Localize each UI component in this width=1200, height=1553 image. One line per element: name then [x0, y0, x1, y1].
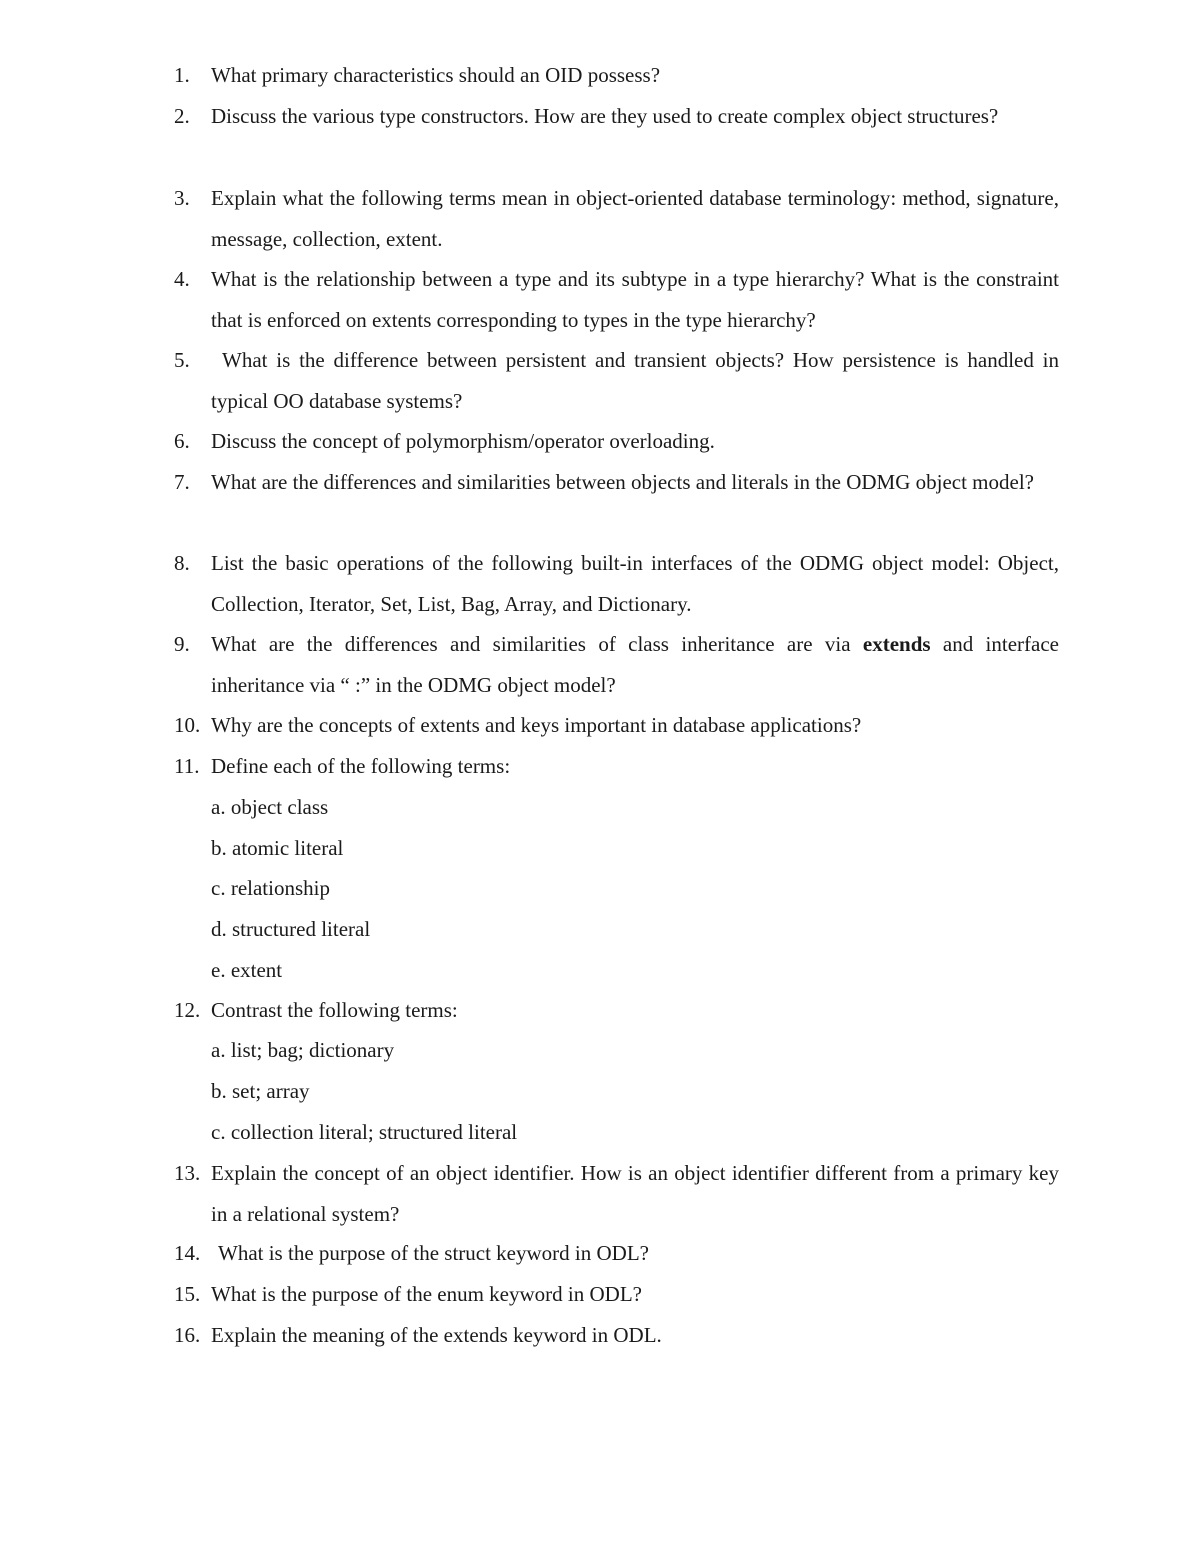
q12-item: b. set; array: [211, 1079, 310, 1103]
question-text: Explain the concept of an object identifier. How is an object identifier different from a primary key in a relational system?: [211, 1161, 1059, 1226]
question-number: 12.: [174, 998, 201, 1022]
q11-item: b. atomic literal: [211, 836, 344, 860]
question-text: What is the purpose of the enum keyword in ODL?: [211, 1282, 642, 1306]
q12-item: c. collection literal; structured literal: [211, 1120, 518, 1144]
question-16: [174, 1315, 1059, 1356]
question-number: 11.: [174, 754, 200, 778]
question-number: 13.: [174, 1161, 201, 1185]
q11-item: c. relationship: [211, 876, 330, 900]
keyword-extends: extends: [862, 632, 931, 656]
question-text: [211, 624, 1059, 706]
question-number: 15.: [174, 1282, 201, 1306]
question-1: [174, 55, 1059, 96]
question-13: [174, 1153, 1059, 1235]
question-text: Explain the meaning of the extends keyword in ODL.: [211, 1323, 662, 1347]
question-number: 1.: [174, 63, 190, 87]
question-11: [174, 746, 1059, 787]
q12-item: a. list; bag; dictionary: [211, 1038, 395, 1062]
question-number: 3.: [174, 186, 190, 210]
question-3: [174, 178, 1059, 260]
question-14: [174, 1233, 1059, 1274]
question-number: 6.: [174, 429, 190, 453]
question-text: What is the relationship between a type and its subtype in a type hierarchy? What is the constraint that is enforced on extents corresponding to types in the type hierarchy?: [211, 267, 1059, 332]
question-number: 14.: [174, 1241, 201, 1265]
question-number: 4.: [174, 267, 190, 291]
q11-item: e. extent: [211, 958, 283, 982]
question-number: 7.: [174, 470, 190, 494]
question-text: Discuss the various type constructors. How are they used to create complex object structures?: [211, 104, 999, 128]
question-6: [174, 421, 1059, 462]
q11-item: a. object class: [211, 795, 329, 819]
question-text: What primary characteristics should an OID possess?: [211, 63, 661, 87]
question-text-part: What are the differences and similarities of class inheritance are via: [211, 632, 863, 656]
question-text: Discuss the concept of polymorphism/operator overloading.: [211, 429, 715, 453]
question-5: [174, 340, 1059, 422]
question-text: What are the differences and similarities between objects and literals in the ODMG object model?: [211, 470, 1034, 494]
question-2: [174, 96, 1059, 137]
question-15: [174, 1274, 1059, 1315]
question-number: 16.: [174, 1323, 201, 1347]
q11-item: d. structured literal: [211, 917, 371, 941]
question-number: 9.: [174, 632, 190, 656]
question-text: What is the purpose of the struct keyword in ODL?: [218, 1241, 649, 1265]
question-text: List the basic operations of the following built-in interfaces of the ODMG object model: Object, Collection, Iterator, Set, List, Bag, Array, and Dictionary.: [211, 551, 1059, 616]
question-9: [174, 624, 1059, 706]
question-text: Explain what the following terms mean in object-oriented database terminology: method, signature, message, collection, extent.: [211, 186, 1059, 251]
question-text: Contrast the following terms:: [211, 998, 458, 1022]
question-number: 5.: [174, 348, 190, 372]
question-text: Why are the concepts of extents and keys important in database applications?: [211, 713, 862, 737]
question-number: 8.: [174, 551, 190, 575]
question-number: 10.: [174, 713, 201, 737]
question-12: [174, 990, 1059, 1031]
question-10: [174, 705, 1059, 746]
question-text-part: and interface inheritance via “ :” in the ODMG object model?: [211, 632, 1059, 697]
question-8: [174, 543, 1059, 625]
question-text: What is the difference between persistent and transient objects? How persistence is handled in typical OO database systems?: [211, 348, 1059, 413]
question-4: [174, 259, 1059, 341]
question-text: Define each of the following terms:: [211, 754, 511, 778]
question-number: 2.: [174, 104, 190, 128]
question-7: [174, 462, 1059, 503]
